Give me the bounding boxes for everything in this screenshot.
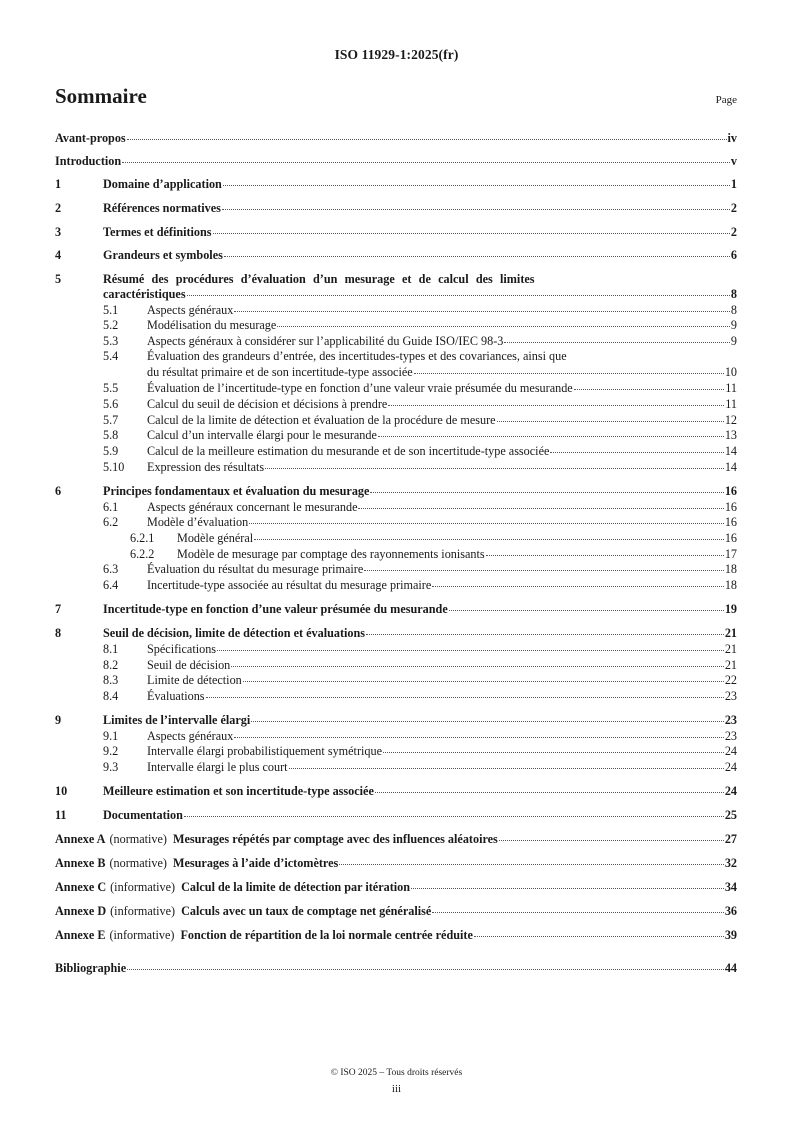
toc-entry-title: Évaluation de l’incertitude-type en fonction d’une valeur vraie présumée du mesurande — [147, 381, 573, 395]
toc-entry-number: 6 — [55, 484, 62, 498]
document-header: ISO 11929-1:2025(fr) — [334, 47, 459, 62]
toc-entry-title: Expression des résultats — [147, 460, 265, 474]
dot-leader — [364, 570, 724, 571]
annex-kind: (normative) — [109, 856, 167, 870]
toc-entry-number: 3 — [55, 225, 62, 239]
dot-leader — [486, 555, 724, 556]
toc-entry-5-1[interactable] — [103, 303, 737, 317]
toc-entry-page: 11 — [725, 381, 737, 395]
toc-entry-title: Calcul de la limite de détection par itération — [181, 880, 411, 894]
dot-leader — [474, 936, 724, 937]
toc-entry-annex-b[interactable] — [55, 856, 737, 870]
toc-entry-page: 22 — [724, 673, 737, 687]
toc-entry-7[interactable] — [55, 602, 737, 616]
toc-entry-title: Introduction — [55, 154, 122, 168]
toc-entry-number: 1 — [55, 177, 62, 191]
toc-entry-number: 8.3 — [103, 673, 119, 687]
toc-entry-title: Intervalle élargi le plus court — [147, 760, 288, 774]
toc-entry-number: 6.3 — [103, 562, 119, 576]
toc-entry-page: 2 — [730, 225, 737, 239]
toc-entry-3[interactable] — [55, 225, 737, 239]
toc-entry-5-title-line1[interactable]: Résumé des procédures d’évaluation d’un mesurage et de calcul des limites — [103, 272, 535, 286]
toc-entry-number: 9.3 — [103, 760, 119, 774]
toc-entry-page: 36 — [724, 904, 737, 918]
toc-entry-title: Spécifications — [147, 642, 217, 656]
toc-entry-title: Modèle général — [177, 531, 254, 545]
toc-entry-page: 21 — [724, 626, 737, 640]
toc-entry-page: 10 — [724, 365, 737, 379]
toc-entry-page: 9 — [730, 334, 737, 348]
title-row — [55, 84, 737, 109]
annex-kind: (informative) — [110, 904, 176, 918]
toc-entry-introduction[interactable] — [55, 154, 737, 168]
toc-entry-title: Seuil de décision, limite de détection et évaluations — [103, 626, 366, 640]
toc-entry-6-2-2[interactable] — [130, 547, 737, 561]
toc-entry-title: Aspects généraux — [147, 729, 234, 743]
toc-entry-number: 5.10 — [103, 460, 125, 474]
toc-entry-number: 6.2.2 — [130, 547, 155, 561]
dot-leader — [411, 888, 724, 889]
toc-entry-number: 9 — [55, 713, 62, 727]
toc-entry-title-line2: du résultat primaire et de son incertitude-type associée — [147, 365, 413, 379]
toc-entry-annex-e[interactable] — [55, 928, 737, 942]
toc-entry-8-1[interactable] — [103, 642, 737, 656]
toc-entry-title: Intervalle élargi probabilistiquement symétrique — [147, 744, 382, 758]
toc-entry-9[interactable] — [55, 713, 737, 727]
toc-entry-title: Calcul de la meilleure estimation du mesurande et de son incertitude-type associée — [147, 444, 550, 458]
toc-entry-annex-d[interactable] — [55, 904, 737, 918]
toc-entry-10[interactable] — [55, 784, 737, 798]
toc-entry-page: 16 — [724, 531, 737, 545]
toc-entry-page: v — [730, 154, 737, 168]
page-column-label: Page — [715, 94, 737, 106]
toc-entry-page: 24 — [724, 784, 737, 798]
toc-entry-page: 17 — [724, 547, 737, 561]
toc-entry-5-5[interactable] — [103, 381, 737, 395]
page-title: Sommaire — [55, 84, 147, 108]
toc-entry-page: 32 — [724, 856, 737, 870]
toc-entry-page: 9 — [730, 318, 737, 332]
toc-entry-page: 18 — [724, 562, 737, 576]
toc-entry-title: Principes fondamentaux et évaluation du mesurage — [103, 484, 370, 498]
annex-label: Annexe A — [55, 832, 106, 846]
toc-entry-page: 19 — [724, 602, 737, 616]
toc-entry-title: Incertitude-type associée au résultat du mesurage primaire — [147, 578, 432, 592]
dot-leader — [432, 586, 724, 587]
toc-entry-title: Références normatives — [103, 201, 221, 215]
toc-entry-2[interactable] — [55, 201, 737, 215]
toc-entry-9-2[interactable] — [103, 744, 737, 758]
toc-entry-number: 8.2 — [103, 658, 119, 672]
dot-leader — [550, 452, 723, 453]
dot-leader — [122, 162, 730, 163]
toc-entry-number: 6.2 — [103, 515, 119, 529]
toc-entry-title: Aspects généraux à considérer sur l’applicabilité du Guide ISO/IEC 98-3 — [147, 334, 504, 348]
toc-entry-page: 14 — [724, 444, 737, 458]
toc-entry-number: 7 — [55, 602, 62, 616]
toc-entry-title: Modèle de mesurage par comptage des rayonnements ionisants — [177, 547, 485, 561]
toc-entry-8[interactable] — [55, 626, 737, 640]
dot-leader — [378, 436, 724, 437]
toc-entry-page: 44 — [724, 961, 737, 975]
toc-entry-number: 9.2 — [103, 744, 119, 758]
dot-leader — [127, 139, 727, 140]
toc-entry-page: 24 — [724, 760, 737, 774]
toc-entry-8-4[interactable] — [103, 689, 737, 703]
toc-entry-number: 6.2.1 — [130, 531, 155, 545]
dot-leader — [358, 508, 723, 509]
dot-leader — [224, 256, 730, 257]
toc-entry-5-2[interactable] — [103, 318, 737, 332]
dot-leader — [184, 816, 724, 817]
toc-entry-title: Incertitude-type en fonction d’une valeur présumée du mesurande — [103, 602, 448, 616]
toc-entry-title: Modèle d’évaluation — [147, 515, 249, 529]
dot-leader — [366, 634, 724, 635]
toc-entry-9-1[interactable] — [103, 729, 737, 743]
toc-entry-5-4[interactable] — [147, 365, 737, 379]
dot-leader — [254, 539, 724, 540]
dot-leader — [127, 969, 724, 970]
toc-entry-title: Fonction de répartition de la loi normale centrée réduite — [180, 928, 473, 942]
dot-leader — [388, 405, 724, 406]
toc-entry-page: iv — [727, 131, 737, 145]
toc-entry-1[interactable] — [55, 177, 737, 191]
toc-entry-number: 2 — [55, 201, 62, 215]
toc-entry-title: Aspects généraux — [147, 303, 234, 317]
toc-entry-6-3[interactable] — [103, 562, 737, 576]
page-number: iii — [391, 1083, 402, 1095]
toc-entry-number: 9.1 — [103, 729, 119, 743]
toc-entry-page: 27 — [724, 832, 737, 846]
toc-entry-number: 10 — [55, 784, 68, 798]
toc-entry-title: Grandeurs et symboles — [103, 248, 223, 262]
toc-entry-5-number: 5 — [55, 272, 62, 286]
toc-entry-number: 8.1 — [103, 642, 119, 656]
toc-entry-title: Bibliographie — [55, 961, 127, 975]
toc-entry-title: Seuil de décision — [147, 658, 231, 672]
toc-entry-number: 5.6 — [103, 397, 119, 411]
toc-entry-title: Calcul d’un intervalle élargi pour le mesurande — [147, 428, 377, 442]
toc-entry-number: 6.1 — [103, 500, 119, 514]
toc-entry-annex-a[interactable] — [55, 832, 737, 846]
toc-entry-5-7[interactable] — [103, 413, 737, 427]
toc-entry-number: 5.7 — [103, 413, 119, 427]
toc-entry-title: Calcul du seuil de décision et décisions à prendre — [147, 397, 388, 411]
toc-entry-5-8[interactable] — [103, 428, 737, 442]
toc-entry-number: 5.2 — [103, 318, 119, 332]
dot-leader — [383, 752, 724, 753]
dot-leader — [289, 768, 724, 769]
toc-entry-annex-c[interactable] — [55, 880, 737, 894]
dot-leader — [249, 523, 724, 524]
dot-leader — [206, 697, 724, 698]
annex-kind: (informative) — [110, 880, 176, 894]
toc-entry-number: 5.5 — [103, 381, 119, 395]
toc-entry-title: Meilleure estimation et son incertitude-type associée — [103, 784, 374, 798]
toc-entry-6-2[interactable] — [103, 515, 737, 529]
dot-leader — [497, 421, 724, 422]
toc-entry-title: Évaluation du résultat du mesurage primaire — [147, 562, 364, 576]
dot-leader — [234, 737, 724, 738]
toc-entry-page: 21 — [724, 658, 737, 672]
toc-entry-number: 5.9 — [103, 444, 119, 458]
dot-leader — [375, 792, 724, 793]
toc-entry-4[interactable] — [55, 248, 737, 262]
toc-entry-6-4[interactable] — [103, 578, 737, 592]
toc-entry-page: 2 — [730, 201, 737, 215]
toc-entry-5-10[interactable] — [103, 460, 737, 474]
toc-entry-title: Mesurages à l’aide d’ictomètres — [172, 856, 339, 870]
annex-kind: (normative) — [109, 832, 167, 846]
toc-entry-number: 5.3 — [103, 334, 119, 348]
copyright-notice: © ISO 2025 – Tous droits réservés — [330, 1068, 463, 1078]
dot-leader — [574, 389, 725, 390]
toc-entry-8-2[interactable] — [103, 658, 737, 672]
toc-entry-page: 16 — [724, 500, 737, 514]
toc-entry-page: 23 — [724, 689, 737, 703]
toc-entry-number: 5.1 — [103, 303, 119, 317]
annex-label: Annexe C — [55, 880, 107, 894]
toc-entry-page: 18 — [724, 578, 737, 592]
annex-label: Annexe B — [55, 856, 106, 870]
dot-leader — [222, 209, 730, 210]
toc-entry-title: Documentation — [103, 808, 183, 822]
toc-entry-number: 8 — [55, 626, 62, 640]
dot-leader — [234, 311, 730, 312]
toc-entry-page: 14 — [724, 460, 737, 474]
dot-leader — [213, 233, 730, 234]
toc-entry-6-1[interactable] — [103, 500, 737, 514]
toc-entry-page: 16 — [724, 484, 737, 498]
toc-entry-6[interactable] — [55, 484, 737, 498]
toc-entry-5-4-title-line1[interactable]: Évaluation des grandeurs d’entrée, des incertitudes-types et des covariances, ainsi que — [147, 349, 567, 363]
toc-entry-11[interactable] — [55, 808, 737, 822]
toc-entry-page: 25 — [724, 808, 737, 822]
toc-entry-title: Aspects généraux concernant le mesurande — [147, 500, 358, 514]
toc-entry-page: 11 — [725, 397, 737, 411]
dot-leader — [339, 864, 724, 865]
toc-entry-number: 4 — [55, 248, 62, 262]
toc-entry-5-9[interactable] — [103, 444, 737, 458]
toc-entry-title: Limite de détection — [147, 673, 242, 687]
toc-entry-5-6[interactable] — [103, 397, 737, 411]
toc-entry-5[interactable] — [103, 287, 737, 301]
toc-entry-page: 8 — [730, 303, 737, 317]
toc-entry-page: 23 — [724, 729, 737, 743]
toc-entry-title: Calculs avec un taux de comptage net généralisé — [181, 904, 432, 918]
toc-entry-8-3[interactable] — [103, 673, 737, 687]
toc-entry-title: Termes et définitions — [103, 225, 212, 239]
toc-entry-number: 5.8 — [103, 428, 119, 442]
toc-entry-page: 8 — [730, 287, 737, 301]
dot-leader — [414, 373, 724, 374]
toc-entry-bibliographie[interactable] — [55, 961, 737, 975]
dot-leader — [277, 326, 730, 327]
annex-label: Annexe D — [55, 904, 107, 918]
toc-entry-page: 16 — [724, 515, 737, 529]
toc-entry-5-3[interactable] — [103, 334, 737, 348]
dot-leader — [265, 468, 724, 469]
toc-entry-page: 23 — [724, 713, 737, 727]
dot-leader — [223, 185, 730, 186]
toc-entry-page: 21 — [724, 642, 737, 656]
dot-leader — [251, 721, 724, 722]
toc-entry-page: 24 — [724, 744, 737, 758]
dot-leader — [449, 610, 724, 611]
annex-label: Annexe E — [55, 928, 106, 942]
dot-leader — [217, 650, 724, 651]
toc-entry-page: 6 — [730, 248, 737, 262]
toc-entry-page: 39 — [724, 928, 737, 942]
toc-entry-title: Mesurages répétés par comptage avec des influences aléatoires — [172, 832, 498, 846]
toc-entry-6-2-1[interactable] — [130, 531, 737, 545]
toc-entry-title-line2: caractéristiques — [103, 287, 186, 301]
toc-entry-number: 6.4 — [103, 578, 119, 592]
toc-entry-page: 1 — [730, 177, 737, 191]
dot-leader — [187, 295, 730, 296]
toc-entry-page: 12 — [724, 413, 737, 427]
toc-entry-number: 11 — [55, 808, 67, 822]
toc-entry-title: Limites de l’intervalle élargi — [103, 713, 251, 727]
dot-leader — [243, 681, 724, 682]
toc-entry-avant-propos[interactable] — [55, 131, 737, 145]
toc-entry-title: Calcul de la limite de détection et évaluation de la procédure de mesure — [147, 413, 496, 427]
toc-entry-number: 8.4 — [103, 689, 119, 703]
dot-leader — [432, 912, 724, 913]
dot-leader — [499, 840, 724, 841]
toc-entry-page: 13 — [724, 428, 737, 442]
dot-leader — [370, 492, 723, 493]
toc-entry-5-4-number: 5.4 — [103, 349, 119, 363]
toc-entry-page: 34 — [724, 880, 737, 894]
dot-leader — [504, 342, 730, 343]
dot-leader — [231, 666, 724, 667]
toc-entry-9-3[interactable] — [103, 760, 737, 774]
toc-entry-title: Avant-propos — [55, 131, 126, 145]
annex-kind: (informative) — [109, 928, 175, 942]
toc-entry-title: Domaine d’application — [103, 177, 222, 191]
toc-entry-title: Évaluations — [147, 689, 205, 703]
toc-entry-title: Modélisation du mesurage — [147, 318, 277, 332]
